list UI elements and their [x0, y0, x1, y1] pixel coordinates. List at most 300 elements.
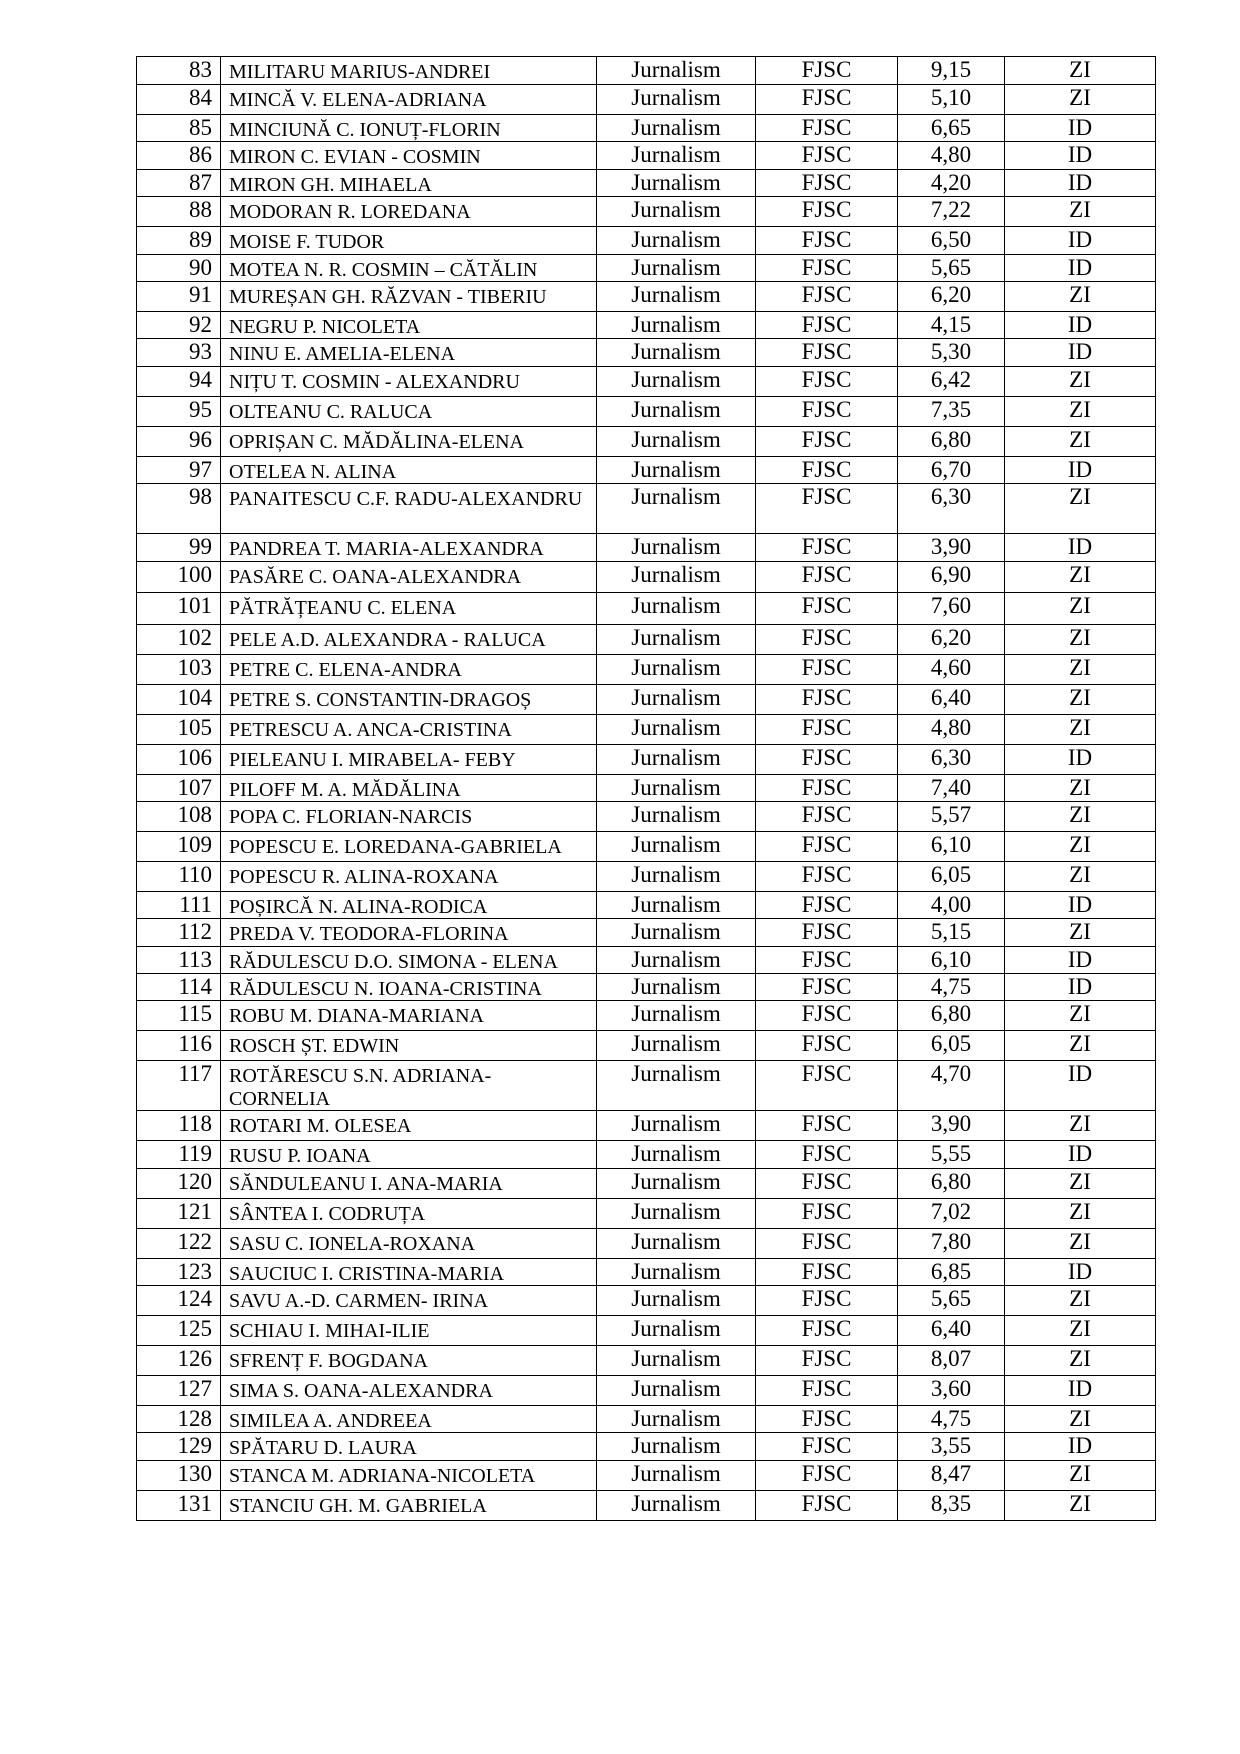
row-number: 104 [137, 684, 221, 714]
row-number: 89 [137, 227, 221, 254]
row-number: 101 [137, 592, 221, 624]
program-cell: Jurnalism [597, 654, 756, 684]
student-name: ROBU M. DIANA-MARIANA [221, 1001, 597, 1031]
row-number: 111 [137, 891, 221, 918]
grade-cell: 6,80 [898, 1168, 1005, 1198]
student-name: STANCA M. ADRIANA-NICOLETA [221, 1460, 597, 1490]
faculty-cell: FJSC [756, 1141, 898, 1168]
study-form-cell: ZI [1005, 366, 1156, 396]
grade-cell: 6,42 [898, 366, 1005, 396]
row-number: 94 [137, 366, 221, 396]
row-number: 117 [137, 1061, 221, 1111]
table-row [137, 1168, 1156, 1198]
study-form-cell: ZI [1005, 1346, 1156, 1376]
program-cell: Jurnalism [597, 227, 756, 254]
table-row [137, 366, 1156, 396]
student-name: POȘIRCĂ N. ALINA-RODICA [221, 891, 597, 918]
student-name: NEGRU P. NICOLETA [221, 311, 597, 338]
grade-cell: 4,70 [898, 1061, 1005, 1111]
table-row [137, 624, 1156, 654]
row-number: 112 [137, 919, 221, 946]
grade-cell: 9,15 [898, 57, 1005, 85]
student-name: PREDA V. TEODORA-FLORINA [221, 919, 597, 946]
faculty-cell: FJSC [756, 281, 898, 311]
study-form-cell: ZI [1005, 426, 1156, 456]
faculty-cell: FJSC [756, 85, 898, 115]
program-cell: Jurnalism [597, 1376, 756, 1406]
program-cell: Jurnalism [597, 1168, 756, 1198]
faculty-cell: FJSC [756, 169, 898, 196]
student-name: PĂTRĂȚEANU C. ELENA [221, 592, 597, 624]
study-form-cell: ZI [1005, 654, 1156, 684]
table-row [137, 1141, 1156, 1168]
study-form-cell: ID [1005, 1376, 1156, 1406]
row-number: 95 [137, 396, 221, 426]
faculty-cell: FJSC [756, 744, 898, 774]
faculty-cell: FJSC [756, 654, 898, 684]
grade-cell: 7,22 [898, 197, 1005, 227]
program-cell: Jurnalism [597, 592, 756, 624]
grade-cell: 6,10 [898, 831, 1005, 861]
study-form-cell: ZI [1005, 831, 1156, 861]
student-name: STANCIU GH. M. GABRIELA [221, 1490, 597, 1520]
table-row [137, 1001, 1156, 1031]
row-number: 128 [137, 1406, 221, 1433]
study-form-cell: ID [1005, 534, 1156, 561]
program-cell: Jurnalism [597, 714, 756, 744]
table-row [137, 974, 1156, 1001]
program-cell: Jurnalism [597, 861, 756, 891]
table-row [137, 1031, 1156, 1061]
study-form-cell: ZI [1005, 484, 1156, 534]
grade-cell: 3,90 [898, 534, 1005, 561]
table-row [137, 1433, 1156, 1460]
table-row [137, 311, 1156, 338]
student-name: PILOFF M. A. MĂDĂLINA [221, 774, 597, 801]
grade-cell: 4,75 [898, 974, 1005, 1001]
faculty-cell: FJSC [756, 1406, 898, 1433]
grade-cell: 3,55 [898, 1433, 1005, 1460]
program-cell: Jurnalism [597, 1198, 756, 1228]
program-cell: Jurnalism [597, 254, 756, 281]
program-cell: Jurnalism [597, 281, 756, 311]
grade-cell: 6,90 [898, 561, 1005, 592]
table-row [137, 142, 1156, 169]
table-row [137, 254, 1156, 281]
student-name: SÂNTEA I. CODRUȚA [221, 1198, 597, 1228]
study-form-cell: ZI [1005, 801, 1156, 831]
grade-cell: 6,20 [898, 281, 1005, 311]
study-form-cell: ZI [1005, 919, 1156, 946]
row-number: 123 [137, 1258, 221, 1285]
grade-cell: 8,47 [898, 1460, 1005, 1490]
table-row [137, 227, 1156, 254]
study-form-cell: ZI [1005, 1198, 1156, 1228]
student-name: RĂDULESCU D.O. SIMONA - ELENA [221, 946, 597, 973]
faculty-cell: FJSC [756, 1031, 898, 1061]
grade-cell: 4,75 [898, 1406, 1005, 1433]
student-name: SIMA S. OANA-ALEXANDRA [221, 1376, 597, 1406]
table-row [137, 1376, 1156, 1406]
program-cell: Jurnalism [597, 115, 756, 142]
program-cell: Jurnalism [597, 142, 756, 169]
table-row [137, 861, 1156, 891]
results-table [136, 56, 1156, 1521]
student-name: SĂNDULEANU I. ANA-MARIA [221, 1168, 597, 1198]
grade-cell: 5,57 [898, 801, 1005, 831]
student-name: SIMILEA A. ANDREEA [221, 1406, 597, 1433]
row-number: 129 [137, 1433, 221, 1460]
grade-cell: 7,60 [898, 592, 1005, 624]
faculty-cell: FJSC [756, 426, 898, 456]
study-form-cell: ZI [1005, 1406, 1156, 1433]
faculty-cell: FJSC [756, 396, 898, 426]
student-name: PANDREA T. MARIA-ALEXANDRA [221, 534, 597, 561]
row-number: 98 [137, 484, 221, 534]
faculty-cell: FJSC [756, 1433, 898, 1460]
row-number: 125 [137, 1316, 221, 1346]
program-cell: Jurnalism [597, 946, 756, 973]
grade-cell: 4,80 [898, 714, 1005, 744]
program-cell: Jurnalism [597, 774, 756, 801]
row-number: 103 [137, 654, 221, 684]
study-form-cell: ZI [1005, 1228, 1156, 1258]
row-number: 105 [137, 714, 221, 744]
row-number: 83 [137, 57, 221, 85]
program-cell: Jurnalism [597, 1433, 756, 1460]
student-name: MINCĂ V. ELENA-ADRIANA [221, 85, 597, 115]
faculty-cell: FJSC [756, 311, 898, 338]
student-name: MODORAN R. LOREDANA [221, 197, 597, 227]
table-row [137, 169, 1156, 196]
faculty-cell: FJSC [756, 714, 898, 744]
student-name: OPRIȘAN C. MĂDĂLINA-ELENA [221, 426, 597, 456]
student-name: PIELEANU I. MIRABELA- FEBY [221, 744, 597, 774]
study-form-cell: ID [1005, 1258, 1156, 1285]
study-form-cell: ZI [1005, 1286, 1156, 1316]
study-form-cell: ZI [1005, 624, 1156, 654]
table-row [137, 561, 1156, 592]
table-row [137, 831, 1156, 861]
table-row [137, 197, 1156, 227]
student-name: MILITARU MARIUS-ANDREI [221, 57, 597, 85]
row-number: 130 [137, 1460, 221, 1490]
program-cell: Jurnalism [597, 484, 756, 534]
faculty-cell: FJSC [756, 1286, 898, 1316]
program-cell: Jurnalism [597, 919, 756, 946]
faculty-cell: FJSC [756, 197, 898, 227]
study-form-cell: ZI [1005, 861, 1156, 891]
grade-cell: 4,20 [898, 169, 1005, 196]
row-number: 87 [137, 169, 221, 196]
study-form-cell: ID [1005, 311, 1156, 338]
grade-cell: 4,80 [898, 142, 1005, 169]
grade-cell: 6,30 [898, 744, 1005, 774]
student-name: PETRE S. CONSTANTIN-DRAGOȘ [221, 684, 597, 714]
student-name: SASU C. IONELA-ROXANA [221, 1228, 597, 1258]
program-cell: Jurnalism [597, 85, 756, 115]
study-form-cell: ID [1005, 974, 1156, 1001]
table-row [137, 714, 1156, 744]
faculty-cell: FJSC [756, 861, 898, 891]
table-row [137, 115, 1156, 142]
program-cell: Jurnalism [597, 1406, 756, 1433]
faculty-cell: FJSC [756, 919, 898, 946]
study-form-cell: ID [1005, 227, 1156, 254]
study-form-cell: ID [1005, 169, 1156, 196]
study-form-cell: ID [1005, 1433, 1156, 1460]
faculty-cell: FJSC [756, 227, 898, 254]
row-number: 114 [137, 974, 221, 1001]
student-name: MIRON GH. MIHAELA [221, 169, 597, 196]
student-name: ROSCH ȘT. EDWIN [221, 1031, 597, 1061]
faculty-cell: FJSC [756, 684, 898, 714]
faculty-cell: FJSC [756, 115, 898, 142]
table-row [137, 426, 1156, 456]
table-row [137, 1460, 1156, 1490]
program-cell: Jurnalism [597, 1316, 756, 1346]
row-number: 91 [137, 281, 221, 311]
row-number: 90 [137, 254, 221, 281]
study-form-cell: ZI [1005, 1490, 1156, 1520]
student-name: POPESCU E. LOREDANA-GABRIELA [221, 831, 597, 861]
faculty-cell: FJSC [756, 1258, 898, 1285]
row-number: 99 [137, 534, 221, 561]
study-form-cell: ID [1005, 456, 1156, 483]
study-form-cell: ZI [1005, 684, 1156, 714]
program-cell: Jurnalism [597, 396, 756, 426]
row-number: 84 [137, 85, 221, 115]
grade-cell: 7,02 [898, 1198, 1005, 1228]
student-name: OLTEANU C. RALUCA [221, 396, 597, 426]
row-number: 124 [137, 1286, 221, 1316]
grade-cell: 5,15 [898, 919, 1005, 946]
faculty-cell: FJSC [756, 801, 898, 831]
program-cell: Jurnalism [597, 169, 756, 196]
grade-cell: 6,50 [898, 227, 1005, 254]
program-cell: Jurnalism [597, 456, 756, 483]
faculty-cell: FJSC [756, 624, 898, 654]
student-name: PANAITESCU C.F. RADU-ALEXANDRU [221, 484, 597, 534]
program-cell: Jurnalism [597, 1111, 756, 1141]
grade-cell: 7,40 [898, 774, 1005, 801]
student-name: RĂDULESCU N. IOANA-CRISTINA [221, 974, 597, 1001]
grade-cell: 4,15 [898, 311, 1005, 338]
program-cell: Jurnalism [597, 1460, 756, 1490]
table-row [137, 1228, 1156, 1258]
student-name: SAUCIUC I. CRISTINA-MARIA [221, 1258, 597, 1285]
study-form-cell: ID [1005, 254, 1156, 281]
grade-cell: 8,35 [898, 1490, 1005, 1520]
table-row [137, 1111, 1156, 1141]
row-number: 102 [137, 624, 221, 654]
faculty-cell: FJSC [756, 1198, 898, 1228]
table-row [137, 1316, 1156, 1346]
faculty-cell: FJSC [756, 57, 898, 85]
study-form-cell: ZI [1005, 592, 1156, 624]
study-form-cell: ZI [1005, 197, 1156, 227]
row-number: 96 [137, 426, 221, 456]
student-name: NIȚU T. COSMIN - ALEXANDRU [221, 366, 597, 396]
faculty-cell: FJSC [756, 366, 898, 396]
student-name: ROTARI M. OLESEA [221, 1111, 597, 1141]
grade-cell: 6,40 [898, 1316, 1005, 1346]
faculty-cell: FJSC [756, 592, 898, 624]
grade-cell: 3,60 [898, 1376, 1005, 1406]
faculty-cell: FJSC [756, 142, 898, 169]
student-name: PELE A.D. ALEXANDRA - RALUCA [221, 624, 597, 654]
program-cell: Jurnalism [597, 561, 756, 592]
student-name: NINU E. AMELIA-ELENA [221, 339, 597, 366]
student-name: MOISE F. TUDOR [221, 227, 597, 254]
study-form-cell: ID [1005, 744, 1156, 774]
faculty-cell: FJSC [756, 1111, 898, 1141]
row-number: 122 [137, 1228, 221, 1258]
study-form-cell: ID [1005, 891, 1156, 918]
results-table-body [137, 57, 1156, 1521]
program-cell: Jurnalism [597, 1346, 756, 1376]
row-number: 121 [137, 1198, 221, 1228]
row-number: 119 [137, 1141, 221, 1168]
row-number: 110 [137, 861, 221, 891]
program-cell: Jurnalism [597, 974, 756, 1001]
student-name: POPESCU R. ALINA-ROXANA [221, 861, 597, 891]
faculty-cell: FJSC [756, 254, 898, 281]
program-cell: Jurnalism [597, 1228, 756, 1258]
student-name: SPĂTARU D. LAURA [221, 1433, 597, 1460]
grade-cell: 5,65 [898, 254, 1005, 281]
student-name: PETRE C. ELENA-ANDRA [221, 654, 597, 684]
row-number: 126 [137, 1346, 221, 1376]
faculty-cell: FJSC [756, 534, 898, 561]
program-cell: Jurnalism [597, 426, 756, 456]
student-name: MOTEA N. R. COSMIN – CĂTĂLIN [221, 254, 597, 281]
row-number: 115 [137, 1001, 221, 1031]
grade-cell: 5,55 [898, 1141, 1005, 1168]
table-row [137, 946, 1156, 973]
faculty-cell: FJSC [756, 1490, 898, 1520]
program-cell: Jurnalism [597, 1490, 756, 1520]
study-form-cell: ID [1005, 142, 1156, 169]
grade-cell: 6,40 [898, 684, 1005, 714]
student-name: MIRON C. EVIAN - COSMIN [221, 142, 597, 169]
grade-cell: 6,65 [898, 115, 1005, 142]
grade-cell: 7,80 [898, 1228, 1005, 1258]
program-cell: Jurnalism [597, 624, 756, 654]
row-number: 116 [137, 1031, 221, 1061]
table-row [137, 919, 1156, 946]
student-name: PETRESCU A. ANCA-CRISTINA [221, 714, 597, 744]
study-form-cell: ZI [1005, 774, 1156, 801]
table-row [137, 801, 1156, 831]
program-cell: Jurnalism [597, 57, 756, 85]
table-row [137, 774, 1156, 801]
program-cell: Jurnalism [597, 1286, 756, 1316]
study-form-cell: ZI [1005, 1168, 1156, 1198]
table-row [137, 1258, 1156, 1285]
table-row [137, 744, 1156, 774]
row-number: 109 [137, 831, 221, 861]
study-form-cell: ZI [1005, 281, 1156, 311]
grade-cell: 6,10 [898, 946, 1005, 973]
student-name: SAVU A.-D. CARMEN- IRINA [221, 1286, 597, 1316]
study-form-cell: ZI [1005, 714, 1156, 744]
row-number: 92 [137, 311, 221, 338]
table-row [137, 456, 1156, 483]
program-cell: Jurnalism [597, 534, 756, 561]
table-row [137, 592, 1156, 624]
table-row [137, 57, 1156, 85]
faculty-cell: FJSC [756, 1346, 898, 1376]
faculty-cell: FJSC [756, 974, 898, 1001]
row-number: 131 [137, 1490, 221, 1520]
program-cell: Jurnalism [597, 684, 756, 714]
study-form-cell: ID [1005, 115, 1156, 142]
table-row [137, 396, 1156, 426]
faculty-cell: FJSC [756, 456, 898, 483]
table-row [137, 281, 1156, 311]
study-form-cell: ID [1005, 1061, 1156, 1111]
grade-cell: 6,85 [898, 1258, 1005, 1285]
study-form-cell: ZI [1005, 1001, 1156, 1031]
row-number: 88 [137, 197, 221, 227]
faculty-cell: FJSC [756, 1376, 898, 1406]
row-number: 113 [137, 946, 221, 973]
program-cell: Jurnalism [597, 891, 756, 918]
faculty-cell: FJSC [756, 891, 898, 918]
study-form-cell: ID [1005, 1141, 1156, 1168]
program-cell: Jurnalism [597, 1031, 756, 1061]
table-row [137, 1286, 1156, 1316]
table-row [137, 891, 1156, 918]
study-form-cell: ZI [1005, 85, 1156, 115]
grade-cell: 8,07 [898, 1346, 1005, 1376]
table-row [137, 1490, 1156, 1520]
row-number: 106 [137, 744, 221, 774]
row-number: 93 [137, 339, 221, 366]
study-form-cell: ZI [1005, 1460, 1156, 1490]
row-number: 97 [137, 456, 221, 483]
faculty-cell: FJSC [756, 484, 898, 534]
program-cell: Jurnalism [597, 311, 756, 338]
grade-cell: 6,70 [898, 456, 1005, 483]
study-form-cell: ID [1005, 946, 1156, 973]
study-form-cell: ZI [1005, 1316, 1156, 1346]
grade-cell: 6,30 [898, 484, 1005, 534]
faculty-cell: FJSC [756, 774, 898, 801]
faculty-cell: FJSC [756, 946, 898, 973]
faculty-cell: FJSC [756, 1001, 898, 1031]
grade-cell: 6,80 [898, 426, 1005, 456]
grade-cell: 5,10 [898, 85, 1005, 115]
program-cell: Jurnalism [597, 1061, 756, 1111]
row-number: 100 [137, 561, 221, 592]
table-row [137, 1406, 1156, 1433]
faculty-cell: FJSC [756, 1228, 898, 1258]
student-name: PASĂRE C. OANA-ALEXANDRA [221, 561, 597, 592]
row-number: 118 [137, 1111, 221, 1141]
faculty-cell: FJSC [756, 339, 898, 366]
table-row [137, 1198, 1156, 1228]
student-name: POPA C. FLORIAN-NARCIS [221, 801, 597, 831]
study-form-cell: ZI [1005, 57, 1156, 85]
study-form-cell: ZI [1005, 396, 1156, 426]
student-name: ROTĂRESCU S.N. ADRIANA-CORNELIA [221, 1061, 597, 1111]
table-row [137, 654, 1156, 684]
grade-cell: 6,20 [898, 624, 1005, 654]
grade-cell: 5,30 [898, 339, 1005, 366]
program-cell: Jurnalism [597, 801, 756, 831]
